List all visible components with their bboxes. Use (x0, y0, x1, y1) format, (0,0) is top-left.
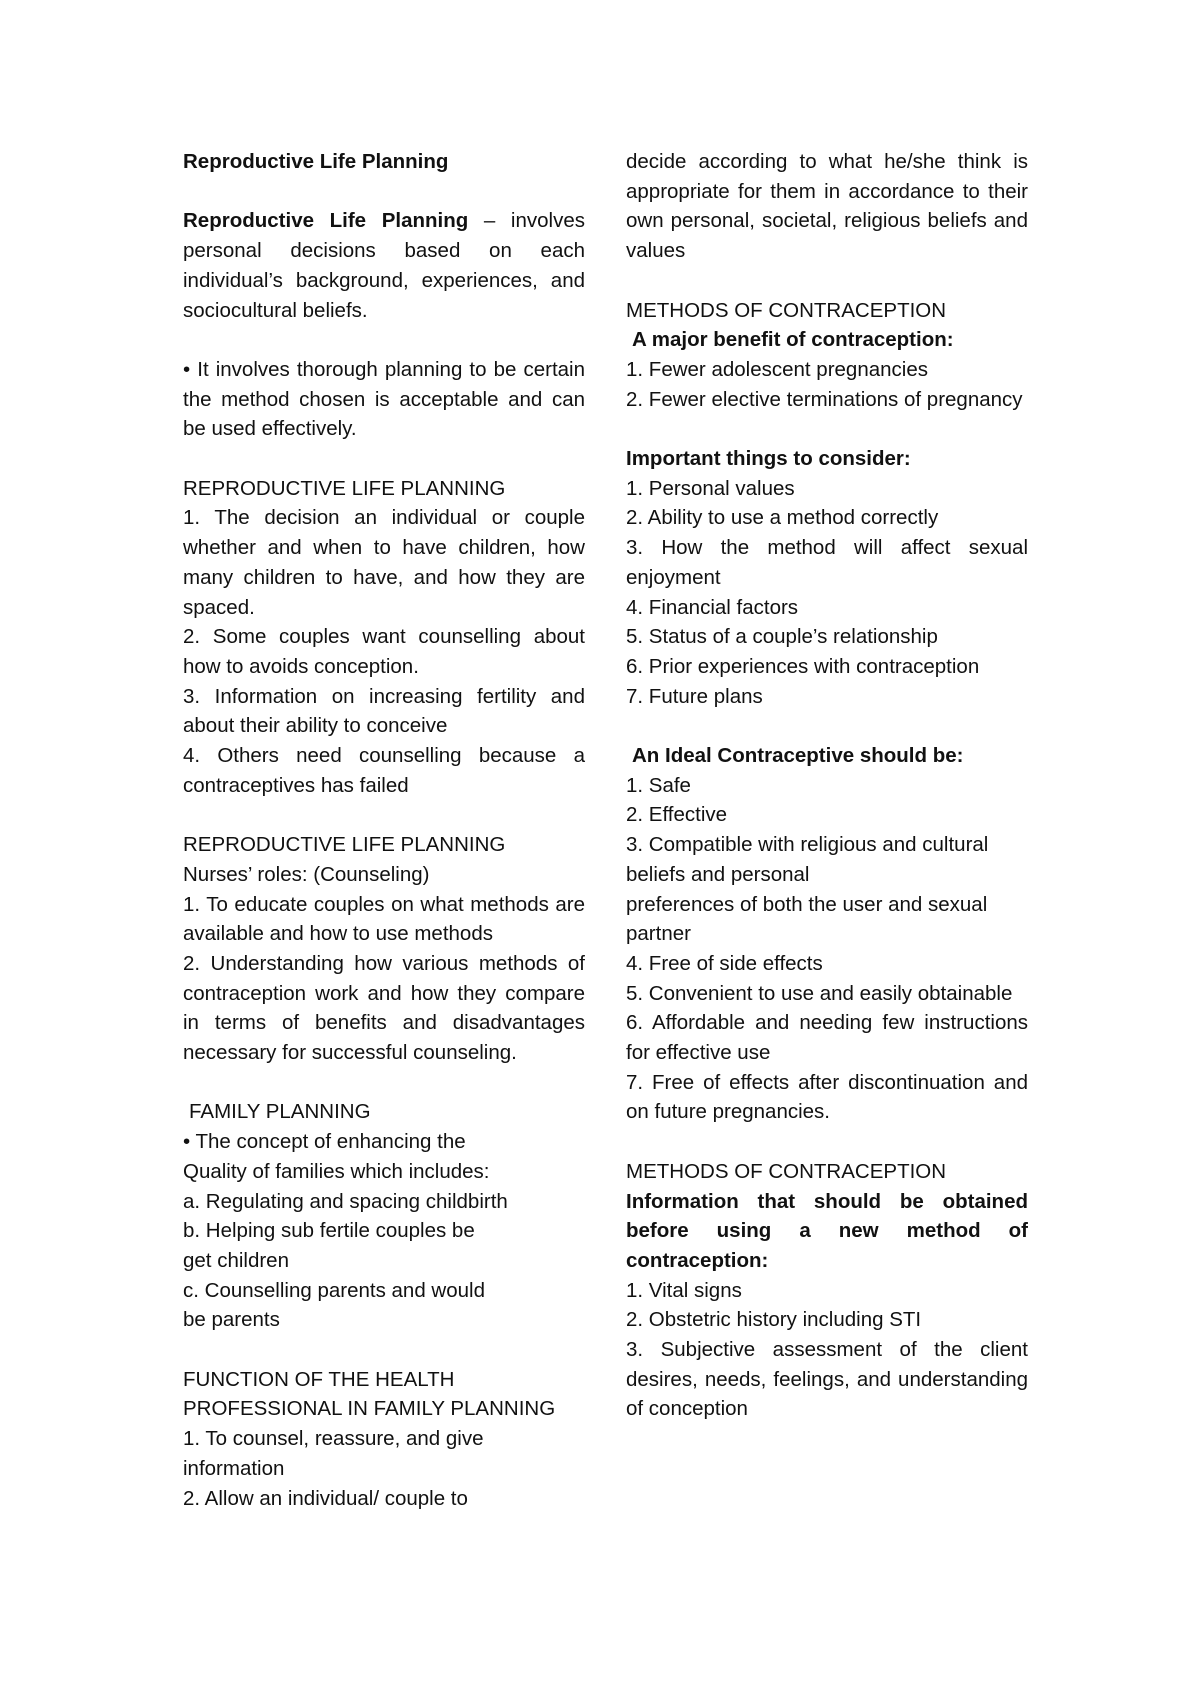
list-item: 4. Others need counselling because a contraceptives has failed (183, 744, 585, 797)
list-item: 1. The decision an individual or couple whether and when to have children, how many children to have, and how they are spaced. (183, 506, 585, 619)
list-item: 1. Fewer adolescent pregnancies (626, 357, 928, 381)
nurses-roles-subheading: Nurses’ roles: (Counseling) (183, 862, 430, 886)
list-item: 1. To counsel, reassure, and give (183, 1427, 484, 1451)
list-item: • The concept of enhancing the (183, 1130, 466, 1154)
list-item: 2. Some couples want counselling about how to avoids conception. (183, 625, 585, 678)
list-item: preferences of both the user and sexual partner (626, 892, 988, 946)
info-heading: Information that should be obtained before using a new method of contraception: (626, 1189, 1028, 1272)
list-item: 1. Vital signs (626, 1278, 742, 1302)
list-item: 3. Subjective assessment of the client desires, needs, feelings, and understanding of conception (626, 1338, 1028, 1421)
list-item: 7. Free of effects after discontinuation and on future pregnancies. (626, 1070, 1028, 1124)
list-item: 2. Ability to use a method correctly (626, 506, 939, 530)
list-item: 3. Information on increasing fertility and about their ability to conceive (183, 684, 585, 738)
planning-bullet: • It involves thorough planning to be certain the method chosen is acceptable and can be used effectively. (183, 357, 585, 441)
ideal-contraceptive-heading: An Ideal Contraceptive should be: (632, 744, 964, 768)
list-item: 1. Personal values (626, 476, 795, 500)
family-planning-heading: FAMILY PLANNING (189, 1100, 371, 1124)
list-item: 2. Understanding how various methods of contraception work and how they compare in terms of benefits and disadvantages necessary for successful counseling. (183, 951, 585, 1065)
list-item: 4. Free of side effects (626, 951, 823, 975)
list-item: 5. Convenient to use and easily obtainable (626, 981, 1013, 1005)
rlp-heading-1: REPRODUCTIVE LIFE PLANNING (183, 476, 506, 500)
list-item: 6. Prior experiences with contraception (626, 654, 980, 678)
list-item: 3. Compatible with religious and cultural beliefs and personal (626, 833, 989, 886)
list-item: 2. Fewer elective terminations of pregnancy (626, 387, 1023, 411)
list-item: 7. Future plans (626, 684, 763, 708)
methods-heading-2: METHODS OF CONTRACEPTION (626, 1159, 947, 1183)
list-item: 2. Effective (626, 803, 728, 827)
definition-term: Reproductive Life Planning (183, 209, 469, 233)
definition-paragraph (183, 206, 585, 325)
list-item: get children (183, 1248, 289, 1272)
function-heading-line-2: PROFESSIONAL IN FAMILY PLANNING (183, 1397, 556, 1421)
right-column (626, 147, 1028, 1424)
list-item: information (183, 1456, 285, 1480)
function-heading-line-1: FUNCTION OF THE HEALTH (183, 1367, 455, 1391)
list-item: b. Helping sub fertile couples be (183, 1219, 475, 1243)
list-item: 1. To educate couples on what methods are available and how to use methods (183, 892, 585, 946)
list-item: a. Regulating and spacing childbirth (183, 1189, 508, 1213)
list-item: 1. Safe (626, 773, 691, 797)
list-item: 4. Financial factors (626, 595, 799, 619)
list-item: 2. Allow an individual/ couple to (183, 1486, 468, 1510)
list-item: 5. Status of a couple’s relationship (626, 625, 938, 649)
methods-heading-1: METHODS OF CONTRACEPTION (626, 298, 947, 322)
document-title: Reproductive Life Planning (183, 150, 449, 173)
list-item: 3. How the method will affect sexual enjoyment (626, 536, 1028, 589)
continued-paragraph: decide according to what he/she think is appropriate for them in accordance to their own personal, societal, religious beliefs and values (626, 150, 1028, 263)
list-item: 2. Obstetric history including STI (626, 1308, 922, 1332)
left-column (183, 147, 585, 1513)
list-item: c. Counselling parents and would (183, 1278, 485, 1302)
list-item: Quality of families which includes: (183, 1159, 490, 1183)
rlp-heading-2: REPRODUCTIVE LIFE PLANNING (183, 833, 506, 857)
list-item: be parents (183, 1308, 280, 1332)
consider-heading: Important things to consider: (626, 447, 911, 470)
benefit-heading: A major benefit of contraception: (632, 328, 954, 352)
list-item: 6. Affordable and needing few instructions for effective use (626, 1011, 1028, 1065)
definition-text: – involves personal decisions based on each individual’s background, experiences, and sociocultural beliefs. (183, 209, 585, 322)
